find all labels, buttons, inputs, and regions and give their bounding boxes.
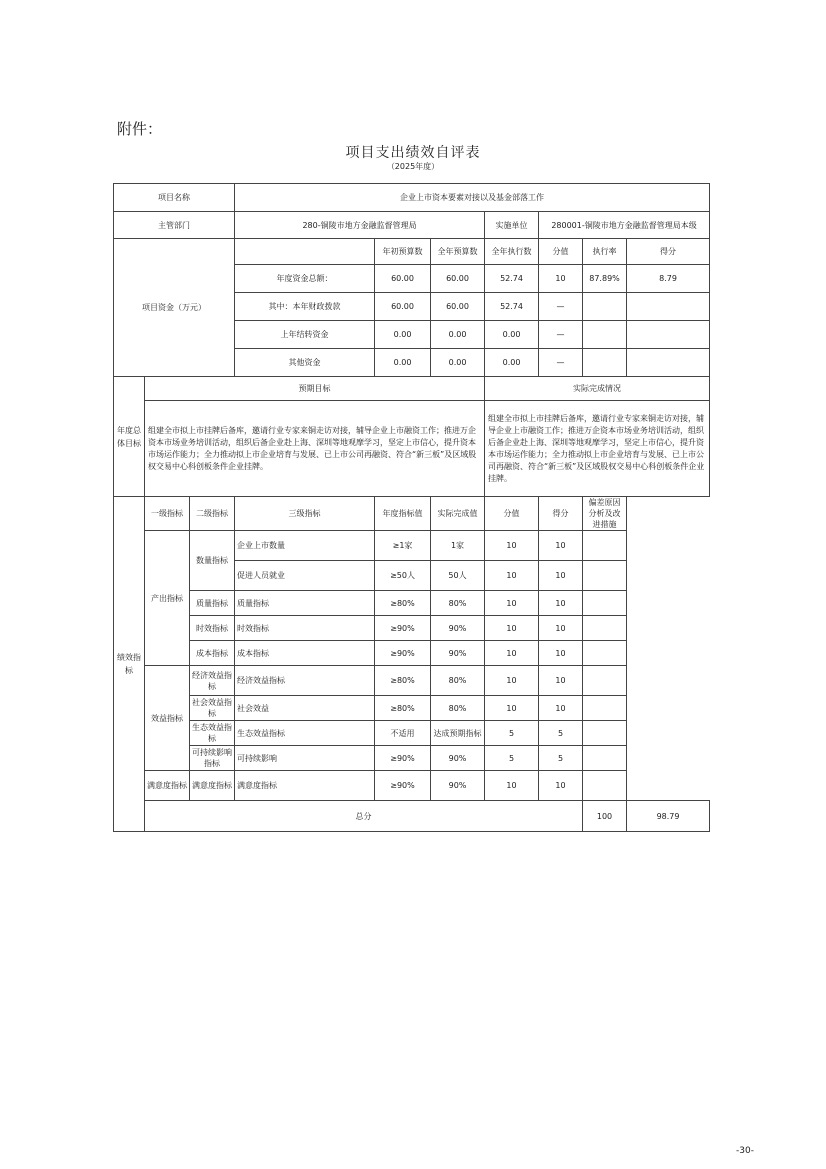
ind-weight: 5 — [485, 721, 539, 746]
ind-actual: 1家 — [431, 531, 485, 561]
funds-initial: 0.00 — [375, 321, 431, 349]
ind-score: 10 — [539, 771, 583, 801]
ind-header-l1: 一级指标 — [145, 497, 190, 531]
dept-row — [114, 212, 710, 239]
ind-score: 10 — [539, 696, 583, 721]
ind-score: 5 — [539, 746, 583, 771]
ind-actual: 90% — [431, 616, 485, 641]
ind-header-score: 得分 — [539, 497, 583, 531]
ind-actual: 80% — [431, 666, 485, 696]
ind-target: ≥80% — [375, 696, 431, 721]
ind-score: 10 — [539, 561, 583, 591]
ind-actual: 80% — [431, 696, 485, 721]
ind-l3: 满意度指标 — [235, 771, 375, 801]
ind-actual: 90% — [431, 746, 485, 771]
ind-deviation — [583, 591, 627, 616]
table-row — [114, 771, 710, 801]
ind-l1-output: 产出指标 — [145, 531, 190, 666]
ind-weight: 10 — [485, 616, 539, 641]
attachment-label: 附件： — [117, 120, 163, 138]
funds-header-score: 得分 — [627, 239, 710, 265]
ind-l3: 生态效益指标 — [235, 721, 375, 746]
ind-header-weight: 分值 — [485, 497, 539, 531]
ind-deviation — [583, 696, 627, 721]
funds-score — [627, 349, 710, 377]
goals-actual-text: 组建全市拟上市挂牌后备库，邀请行业专家来铜走访对接，辅导企业上市融资工作；推进万企资本市场业务培训活动，组织后备企业赴上海、深圳等地观摩学习，坚定上市信心，提升资本市场运作能力；全力推动拟上市企业培育与发展、已上市公司再融资、符合“新三板”及区域股权交易中心科创板条件企业挂牌。 — [485, 401, 710, 497]
ind-score: 10 — [539, 531, 583, 561]
ind-actual: 50人 — [431, 561, 485, 591]
funds-header-rate: 执行率 — [583, 239, 627, 265]
page-number: -30- — [736, 1146, 754, 1156]
ind-weight: 10 — [485, 531, 539, 561]
ind-weight: 10 — [485, 771, 539, 801]
funds-rate — [583, 349, 627, 377]
ind-l1-benefit: 效益指标 — [145, 666, 190, 771]
funds-header-initial: 年初预算数 — [375, 239, 431, 265]
ind-target: ≥90% — [375, 616, 431, 641]
funds-initial: 60.00 — [375, 265, 431, 293]
ind-deviation — [583, 771, 627, 801]
ind-l2-cost: 成本指标 — [190, 641, 235, 666]
ind-deviation — [583, 616, 627, 641]
ind-score: 10 — [539, 616, 583, 641]
dept-label: 主管部门 — [114, 212, 235, 239]
ind-deviation — [583, 531, 627, 561]
funds-annual: 60.00 — [431, 265, 485, 293]
project-name-label: 项目名称 — [114, 184, 235, 212]
funds-score: 8.79 — [627, 265, 710, 293]
funds-executed: 52.74 — [485, 293, 539, 321]
ind-weight: 10 — [485, 561, 539, 591]
funds-annual: 60.00 — [431, 293, 485, 321]
funds-row-label: 年度资金总额： — [235, 265, 375, 293]
goals-label: 年度总体目标 — [114, 377, 145, 497]
ind-l3: 促进人员就业 — [235, 561, 375, 591]
unit-value: 280001-铜陵市地方金融监督管理局本级 — [539, 212, 710, 239]
ind-header-target: 年度指标值 — [375, 497, 431, 531]
unit-label: 实施单位 — [485, 212, 539, 239]
ind-weight: 10 — [485, 591, 539, 616]
ind-l3: 可持续影响 — [235, 746, 375, 771]
project-name-row — [114, 184, 710, 212]
ind-l3: 企业上市数量 — [235, 531, 375, 561]
ind-deviation — [583, 666, 627, 696]
funds-weight: — — [539, 293, 583, 321]
dept-value: 280-铜陵市地方金融监督管理局 — [235, 212, 485, 239]
table-row — [114, 531, 710, 561]
funds-rate — [583, 293, 627, 321]
ind-l2-timeliness: 时效指标 — [190, 616, 235, 641]
ind-target: ≥90% — [375, 771, 431, 801]
ind-actual: 90% — [431, 641, 485, 666]
ind-score: 10 — [539, 666, 583, 696]
ind-score: 10 — [539, 591, 583, 616]
goals-header-row — [114, 377, 710, 401]
table-row — [114, 721, 710, 746]
funds-header-row — [114, 239, 710, 265]
funds-header-weight: 分值 — [539, 239, 583, 265]
ind-header-deviation: 偏差原因分析及改进措施 — [583, 497, 627, 531]
funds-weight: 10 — [539, 265, 583, 293]
funds-initial: 60.00 — [375, 293, 431, 321]
ind-score: 5 — [539, 721, 583, 746]
ind-actual: 达成预期指标 — [431, 721, 485, 746]
ind-header-l3: 三级指标 — [235, 497, 375, 531]
ind-l3: 社会效益 — [235, 696, 375, 721]
ind-target: ≥90% — [375, 641, 431, 666]
funds-executed: 52.74 — [485, 265, 539, 293]
ind-l2-quality: 质量指标 — [190, 591, 235, 616]
ind-l3: 成本指标 — [235, 641, 375, 666]
funds-row-label: 上年结转资金 — [235, 321, 375, 349]
ind-l2-satisfaction: 满意度指标 — [190, 771, 235, 801]
ind-l2-economic: 经济效益指标 — [190, 666, 235, 696]
ind-target: ≥80% — [375, 666, 431, 696]
ind-l3: 时效指标 — [235, 616, 375, 641]
ind-l2-ecological: 生态效益指标 — [190, 721, 235, 746]
funds-weight: — — [539, 321, 583, 349]
funds-header-annual: 全年预算数 — [431, 239, 485, 265]
ind-weight: 10 — [485, 696, 539, 721]
ind-target: 不适用 — [375, 721, 431, 746]
table-row — [114, 616, 710, 641]
table-row — [114, 746, 710, 771]
table-row — [114, 666, 710, 696]
funds-weight: — — [539, 349, 583, 377]
ind-deviation — [583, 561, 627, 591]
page-title: 项目支出绩效自评表 — [345, 145, 481, 161]
ind-deviation — [583, 721, 627, 746]
ind-weight: 10 — [485, 641, 539, 666]
funds-annual: 0.00 — [431, 321, 485, 349]
total-weight: 100 — [583, 801, 627, 832]
ind-l2-quantity: 数量指标 — [190, 531, 235, 591]
goals-actual-label: 实际完成情况 — [485, 377, 710, 401]
ind-target: ≥1家 — [375, 531, 431, 561]
ind-weight: 10 — [485, 666, 539, 696]
ind-score: 10 — [539, 641, 583, 666]
year-label: （2025年度） — [386, 162, 440, 171]
ind-l3: 经济效益指标 — [235, 666, 375, 696]
evaluation-table — [113, 183, 710, 832]
funds-initial: 0.00 — [375, 349, 431, 377]
ind-l3: 质量指标 — [235, 591, 375, 616]
total-score: 98.79 — [627, 801, 710, 832]
ind-header-l2: 二级指标 — [190, 497, 235, 531]
ind-target: ≥90% — [375, 746, 431, 771]
ind-target: ≥80% — [375, 591, 431, 616]
indicator-header-row — [114, 497, 710, 531]
funds-rate: 87.89% — [583, 265, 627, 293]
funds-row-label: 其他资金 — [235, 349, 375, 377]
indicators-label: 绩效指标 — [114, 497, 145, 832]
ind-l2-social: 社会效益指标 — [190, 696, 235, 721]
ind-weight: 5 — [485, 746, 539, 771]
funds-label: 项目资金（万元） — [114, 239, 235, 377]
ind-l1-satisfaction: 满意度指标 — [145, 771, 190, 801]
table-row — [114, 696, 710, 721]
ind-actual: 90% — [431, 771, 485, 801]
goals-content-row — [114, 401, 710, 497]
funds-score — [627, 321, 710, 349]
goals-expected-text: 组建全市拟上市挂牌后备库，邀请行业专家来铜走访对接，辅导企业上市融资工作；推进万企资本市场业务培训活动，组织后备企业赴上海、深圳等地观摩学习，坚定上市信心，提升资本市场运作能力；全力推动拟上市企业培育与发展、已上市公司再融资、符合“新三板”及区域股权交易中心科创板条件企业挂牌。 — [145, 401, 485, 497]
table-row — [114, 591, 710, 616]
funds-row-label: 其中：本年财政拨款 — [235, 293, 375, 321]
ind-actual: 80% — [431, 591, 485, 616]
funds-rate — [583, 321, 627, 349]
project-name-value: 企业上市资本要素对接以及基金部落工作 — [235, 184, 710, 212]
funds-score — [627, 293, 710, 321]
ind-l2-sustainable: 可持续影响指标 — [190, 746, 235, 771]
ind-deviation — [583, 746, 627, 771]
ind-deviation — [583, 641, 627, 666]
funds-executed: 0.00 — [485, 321, 539, 349]
ind-target: ≥50人 — [375, 561, 431, 591]
total-row — [114, 801, 710, 832]
total-label: 总分 — [145, 801, 583, 832]
funds-executed: 0.00 — [485, 349, 539, 377]
table-row — [114, 641, 710, 666]
goals-expected-label: 预期目标 — [145, 377, 485, 401]
ind-header-actual: 实际完成值 — [431, 497, 485, 531]
funds-annual: 0.00 — [431, 349, 485, 377]
funds-header-blank — [235, 239, 375, 265]
funds-header-executed: 全年执行数 — [485, 239, 539, 265]
